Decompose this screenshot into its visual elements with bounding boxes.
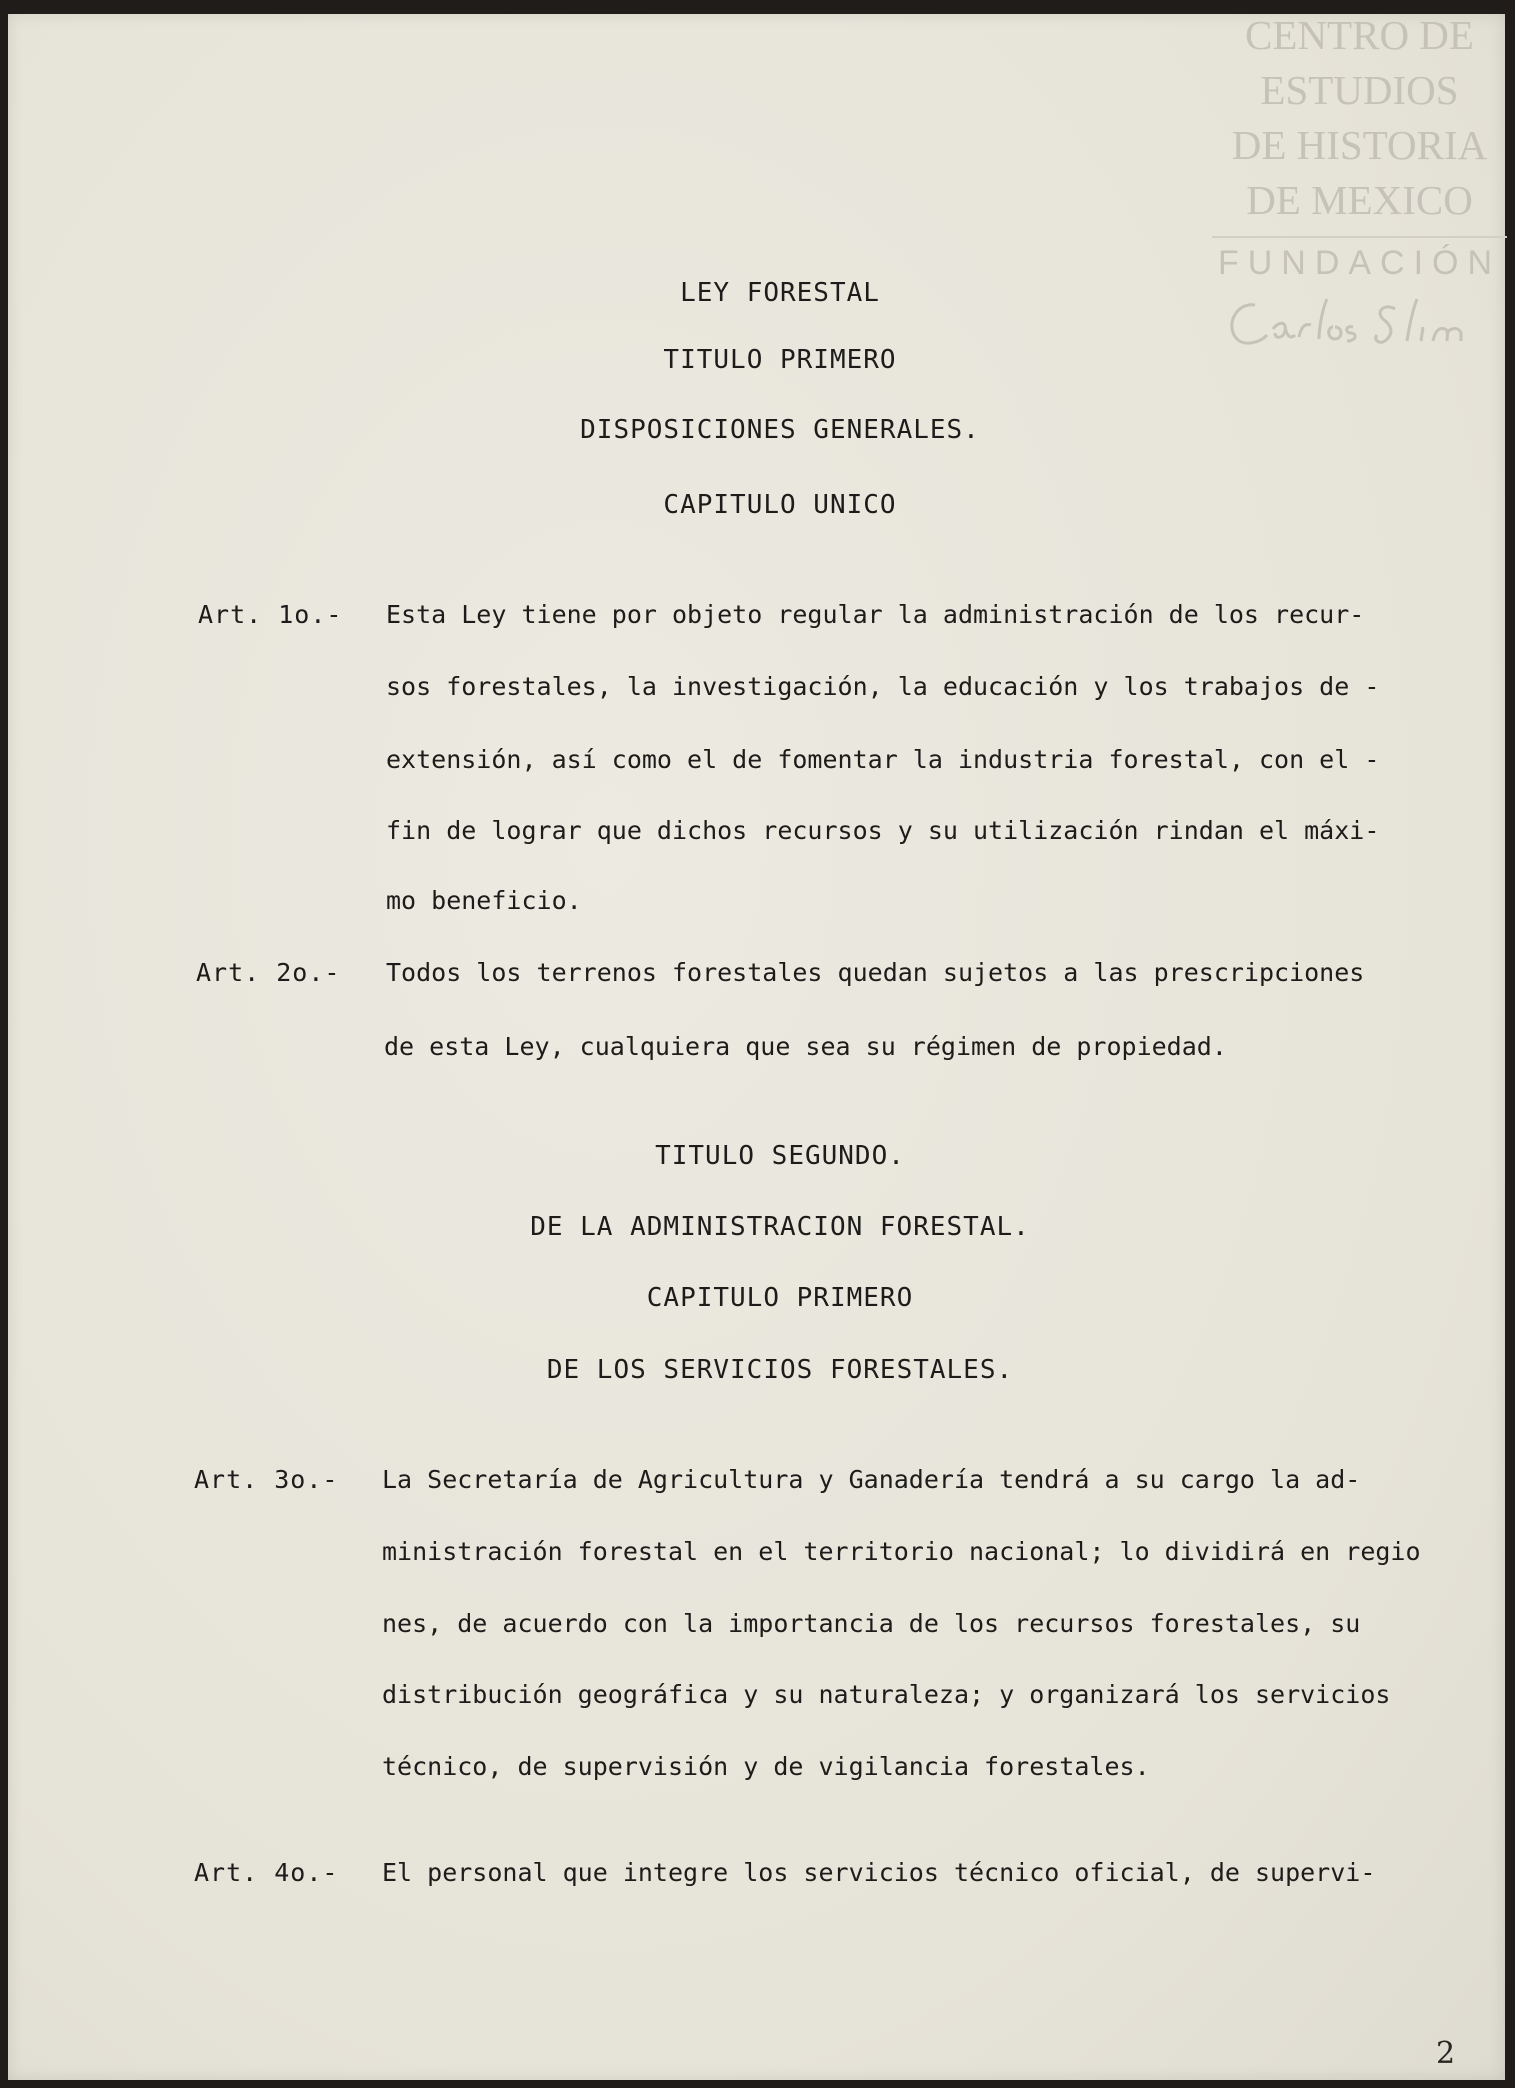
article-text-line: Esta Ley tiene por objeto regular la administración de los recur-	[386, 600, 1365, 629]
article-text-line: El personal que integre los servicios técnico oficial, de supervi-	[382, 1858, 1376, 1887]
title-heading: TITULO SEGUNDO.	[655, 1141, 905, 1171]
watermark	[1212, 8, 1507, 362]
article-label: Art. 1o.-	[198, 600, 343, 629]
article-text-line: nes, de acuerdo con la importancia de los recursos forestales, su	[382, 1609, 1361, 1638]
chapter-heading: CAPITULO UNICO	[663, 490, 897, 520]
scan-border-bottom	[0, 2080, 1515, 2088]
page-number: 2	[1436, 2036, 1456, 2071]
article-label: Art. 2o.-	[196, 958, 341, 987]
law-title: LEY FORESTAL	[680, 278, 880, 308]
article-text-line: La Secretaría de Agricultura y Ganadería tendrá a su cargo la ad-	[382, 1465, 1361, 1494]
article-text-line: sos forestales, la investigación, la educación y los trabajos de -	[386, 672, 1380, 701]
article-text-line: de esta Ley, cualquiera que sea su régimen de propiedad.	[384, 1032, 1227, 1061]
title-heading: TITULO PRIMERO	[663, 345, 897, 375]
section-heading: DE LA ADMINISTRACION FORESTAL.	[530, 1212, 1030, 1242]
scan-border-left	[0, 0, 8, 2088]
watermark-line: ESTUDIOS	[1260, 67, 1459, 113]
article-text-line: fin de lograr que dichos recursos y su utilización rindan el máxi-	[386, 816, 1380, 845]
section-heading: DISPOSICIONES GENERALES.	[580, 415, 980, 445]
article-text-line: técnico, de supervisión y de vigilancia forestales.	[382, 1752, 1150, 1781]
watermark-divider	[1212, 236, 1507, 238]
chapter-heading: CAPITULO PRIMERO	[646, 1283, 914, 1313]
article-text-line: extensión, así como el de fomentar la industria forestal, con el -	[386, 745, 1380, 774]
watermark-line: DE MEXICO	[1246, 177, 1473, 223]
watermark-foundation: FUNDACIÓN	[1217, 244, 1502, 282]
watermark-line: DE HISTORIA	[1231, 122, 1488, 168]
article-text-line: ministración forestal en el territorio nacional; lo dividirá en regio	[382, 1537, 1421, 1566]
article-text-line: Todos los terrenos forestales quedan sujetos a las prescripciones	[386, 958, 1365, 987]
watermark-line: CENTRO DE	[1245, 12, 1474, 58]
article-text-line: distribución geográfica y su naturaleza; y organizará los servicios	[382, 1680, 1391, 1709]
article-label: Art. 3o.-	[194, 1465, 339, 1494]
article-label: Art. 4o.-	[194, 1858, 339, 1887]
article-text-line: mo beneficio.	[386, 886, 582, 915]
section-heading: DE LOS SERVICIOS FORESTALES.	[546, 1355, 1014, 1385]
